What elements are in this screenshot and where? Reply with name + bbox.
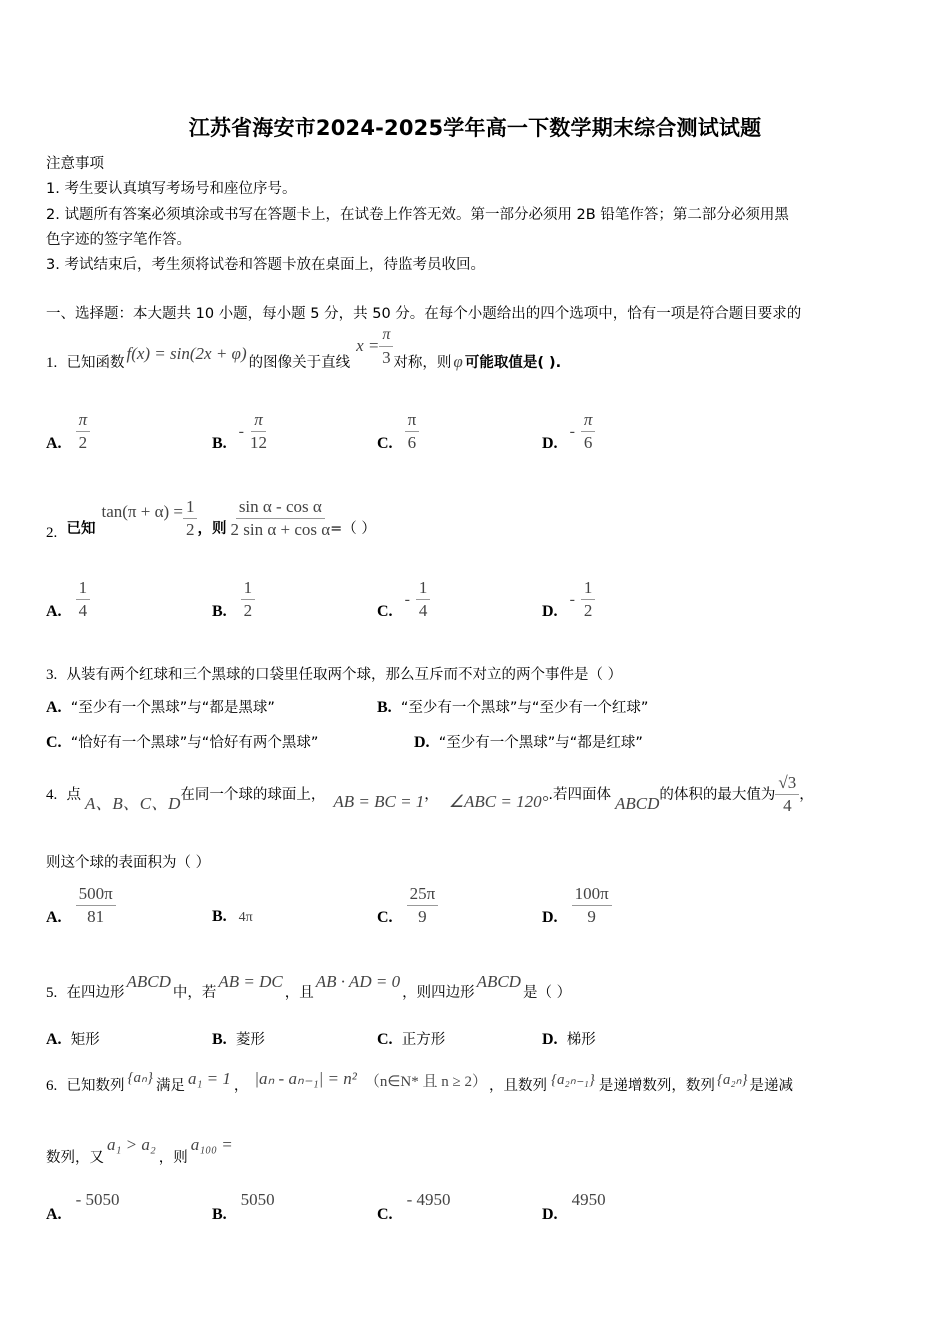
question-number: 4. [46,787,58,803]
q6-odd-seq: {a₂ₙ₋₁} [551,1072,595,1088]
q4-ab-bc: AB = BC = 1 [333,792,425,811]
q6-diff: |aₙ - aₙ₋₁| = n² [254,1069,357,1088]
q1-line-x: x = [356,336,380,355]
q6-text-c: ，且数列 [489,1078,547,1094]
q4-text-a: 点 [66,787,81,803]
q2-option-d[interactable]: D. - $\frac{1}{2}$ [542,578,595,621]
question-number: 3. [46,667,58,683]
q6-text-b: 满足 [155,1078,185,1094]
q6-option-b[interactable]: B. 5050 [212,1190,275,1223]
q1-option-d[interactable]: D. - $\frac{\pi}{6}$ [542,410,595,453]
q5-abcd: ABCD [126,972,171,991]
q1-text-b: 的图像关于直线 [248,355,351,371]
q1-text-d: 可能取值是( ). [464,355,562,371]
question-4 [46,764,814,816]
q5-text-a: 在四边形 [66,985,125,1001]
q4-option-d[interactable]: D. $\frac{100\pi}{9}$ [542,884,612,927]
q2-option-a[interactable]: A. $\frac{1}{4}$ [46,578,90,621]
question-2 [46,492,376,542]
q6-option-d[interactable]: D. 4950 [542,1190,606,1223]
q1-function: f(x) = sin(2x + φ) [126,344,247,363]
question-5 [46,970,571,1002]
q6-text-f: 数列，又 [46,1150,104,1166]
q5-ab-dc: AB = DC [218,972,283,991]
q2-option-b[interactable]: B. $\frac{1}{2}$ [212,578,255,621]
question-number: 1. [46,355,58,371]
q6-condition: （n∈N* 且 n ≥ 2） [364,1074,487,1090]
q6-text-e: 是递减 [749,1078,794,1094]
q4-option-b[interactable]: B. 4π [212,908,253,925]
q6-option-c[interactable]: C. - 4950 [377,1190,451,1223]
question-number: 5. [46,985,58,1001]
q3-option-d[interactable]: D. “至少有一个黑球”与“都是红球” [414,734,643,751]
q5-option-a[interactable]: A. 矩形 [46,1031,100,1048]
q5-dot-product: AB · AD = 0 [315,972,401,991]
q4-comma: ， [424,787,439,803]
q4-text-b: 在同一个球的球面上， [180,787,326,803]
q3-option-c[interactable]: C. “恰好有一个黑球”与“恰好有两个黑球” [46,734,319,751]
q3-option-a[interactable]: A. “至少有一个黑球”与“都是黑球” [46,699,275,716]
q5-option-c[interactable]: C. 正方形 [377,1031,446,1048]
notice-item-1: 1. 考生要认真填写考场号和座位序号。 [46,181,297,197]
q6-text-g: ，则 [158,1150,188,1166]
q5-text-e: 是（ ） [522,985,572,1001]
q1-option-b[interactable]: B. - $\frac{\pi}{12}$ [212,410,267,452]
q1-option-c[interactable]: C. $\frac{\pi}{6}$ [377,410,419,453]
q1-line-fraction: $\frac{\pi}{3}$ [379,325,393,368]
question-3 [46,663,622,684]
q6-comma: ， [233,1078,249,1094]
q5-text-d: ，则四边形 [402,985,475,1001]
q5-text-b: 中，若 [172,985,217,1001]
q4-line2: 则这个球的表面积为（ ） [46,855,211,871]
question-number: 2. [46,525,58,541]
q6-a1: a₁ = 1 [187,1069,231,1088]
q4-text-c: .若四面体 [548,787,612,803]
q6-seq: {aₙ} [127,1070,153,1086]
q6-a100: a₁₀₀ = [190,1135,233,1154]
q4-option-c[interactable]: C. $\frac{25\pi}{9}$ [377,884,438,927]
q6-line2 [46,1135,236,1167]
q4-text-e: ， [799,787,814,803]
q4-text-d: 的体积的最大值为 [659,787,776,803]
q6-option-a[interactable]: A. - 5050 [46,1190,120,1223]
q4-max-volume: $\frac{√3}{4}$ [775,773,799,816]
q1-phi: φ [453,352,463,371]
q1-option-a[interactable]: A. $\frac{\pi}{2}$ [46,410,90,453]
q4-option-a[interactable]: A. $\frac{500\pi}{81}$ [46,884,116,927]
q2-expression: $\frac{\text{sin α - cos α}}{\text{2 sin α + cos α}}$ [230,497,331,539]
q2-half: $\frac{1}{2}$ [183,497,198,540]
notice-item-2-cont: 色字迹的签字笔作答。 [46,232,191,248]
q5-option-d[interactable]: D. 梯形 [542,1031,596,1048]
notice-heading: 注意事项 [46,156,104,172]
q5-text-c: ，且 [284,985,314,1001]
q4-angle: ∠ABC = 120° [448,792,549,811]
q3-text: 从装有两个红球和三个黑球的口袋里任取两个球，那么互斥而不对立的两个事件是（ ） [66,667,623,683]
q2-tan-expr: tan(π + α) = [101,502,183,521]
q2-option-c[interactable]: C. - $\frac{1}{4}$ [377,578,430,621]
q6-even-seq: {a₂ₙ} [716,1072,748,1088]
q4-abcd: ABCD [615,794,660,813]
q4-points: A、B、C、D [84,794,181,813]
notice-item-2: 2. 试题所有答案必须填涂或书写在答题卡上，在试卷上作答无效。第一部分必须用 2B 铅笔作答；第二部分必须用黑 [46,207,789,223]
q1-text-a: 已知函数 [66,355,125,371]
q6-a1-gt-a2: a₁ > a₂ [107,1135,156,1154]
section-heading: 一、选择题：本大题共 10 小题，每小题 5 分，共 50 分。在每个小题给出的四个选项中，恰有一项是符合题目要求的 [46,306,802,322]
page-title: 江苏省海安市2024-2025学年高一下数学期末综合测试试题 [188,116,762,140]
question-1 [46,328,561,372]
q2-text-a: 已知 [66,521,96,537]
q5-option-b[interactable]: B. 菱形 [212,1031,265,1048]
question-6 [46,1063,793,1095]
q6-text-d: 是递增数列，数列 [598,1078,715,1094]
q3-option-b[interactable]: B. “至少有一个黑球”与“至少有一个红球” [377,699,649,716]
q2-text-b: ，则 [197,521,227,537]
notice-item-3: 3. 考试结束后，考生须将试卷和答题卡放在桌面上，待监考员收回。 [46,257,485,273]
q6-text-a: 已知数列 [66,1078,125,1094]
q2-text-c: =（ ） [330,521,376,537]
question-number: 6. [46,1078,58,1094]
q1-text-c: 对称，则 [393,355,452,371]
q5-abcd-2: ABCD [476,972,521,991]
